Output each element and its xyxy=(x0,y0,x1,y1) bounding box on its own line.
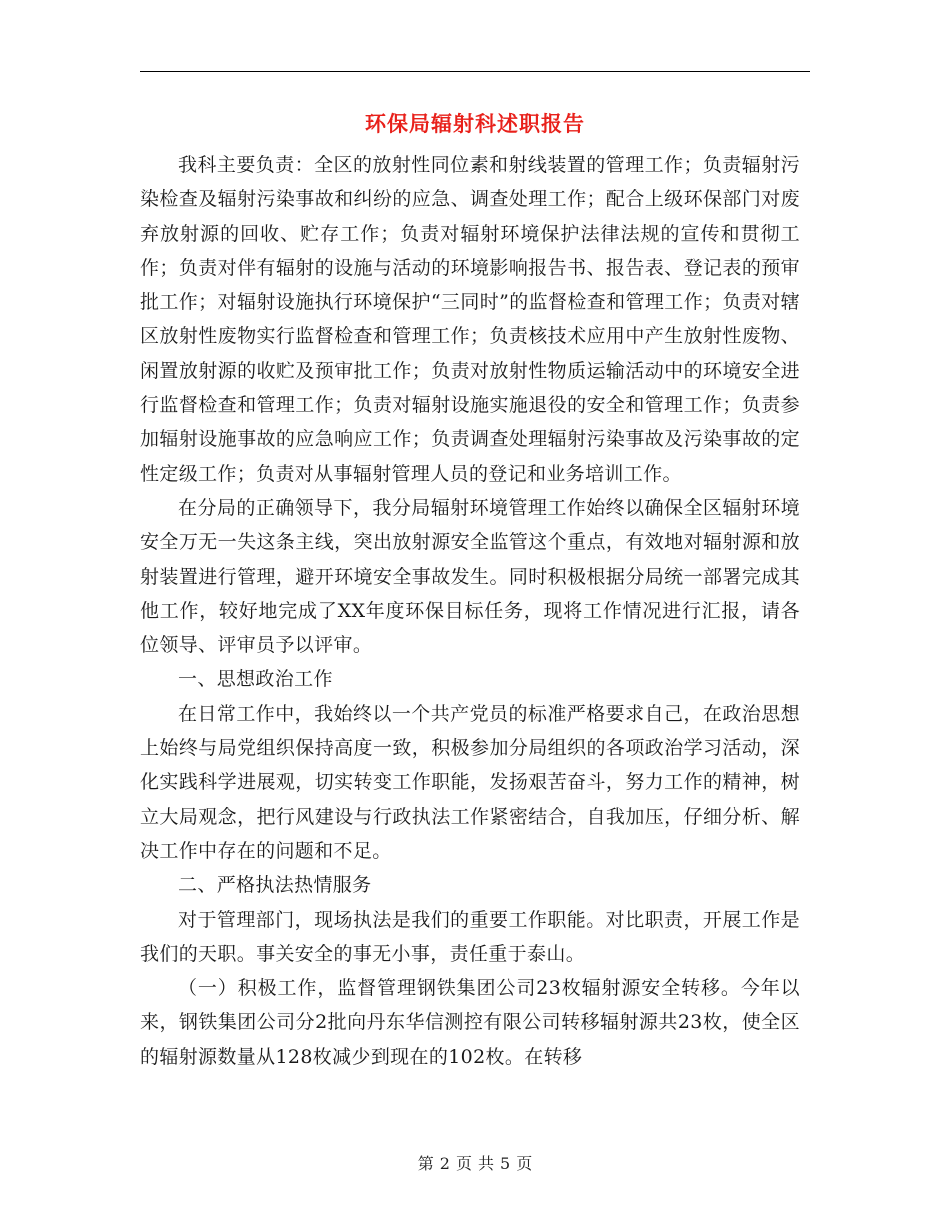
paragraph-responsibilities: 我科主要负责：全区的放射性同位素和射线装置的管理工作；负责辐射污染检查及辐射污染事故和纠纷的应急、调查处理工作；配合上级环保部门对废弃放射源的回收、贮存工作；负责对辐射环境保护法律法规的宣传和贯彻工作；负责对伴有辐射的设施与活动的环境影响报告书、报告表、登记表的预审批工作；对辐射设施执行环境保护“三同时”的监督检查和管理工作；负责对辖区放射性废物实行监督检查和管理工作；负责核技术应用中产生放射性废物、闲置放射源的收贮及预审批工作；负责对放射性物质运输活动中的环境安全进行监督检查和管理工作；负责对辐射设施实施退役的安全和管理工作；负责参加辐射设施事故的应急响应工作；负责调查处理辐射污染事故及污染事故的定性定级工作；负责对从事辐射管理人员的登记和业务培训工作。 xyxy=(140,154,800,485)
page-current: 2 xyxy=(439,1154,450,1173)
paragraph-overview: 在分局的正确领导下，我分局辐射环境管理工作始终以确保全区辐射环境安全万无一失这条主线，突出放射源安全监管这个重点，有效地对辐射源和放射装置进行管理，避开环境安全事故发生。同时积极根据分局统一部署完成其他工作，较好地完成了XX年度环保目标任务，现将工作情况进行汇报，请各位领导、评审员予以评审。 xyxy=(140,496,800,657)
page-label-prefix: 第 xyxy=(417,1154,434,1173)
page-label-mid1: 页 xyxy=(455,1154,472,1173)
paragraph-source-transfer: （一）积极工作，监督管理钢铁集团公司23枚辐射源安全转移。今年以来，钢铁集团公司分2批向丹东华信测控有限公司转移辐射源共23枚，使全区的辐射源数量从128枚减少到现在的102枚。在转移 xyxy=(140,977,800,1068)
paragraph-political-work: 在日常工作中，我始终以一个共产党员的标准严格要求自己，在政治思想上始终与局党组织保持高度一致，积极参加分局组织的各项政治学习活动，深化实践科学进展观，切实转变工作职能，发扬艰苦奋斗，努力工作的精神，树立大局观念，把行风建设与行政执法工作紧密结合，自我加压，仔细分析、解决工作中存在的问题和不足。 xyxy=(140,702,800,862)
section-heading-enforcement: 二、严格执法热情服务 xyxy=(178,874,372,897)
page-footer xyxy=(0,1152,950,1176)
paragraph-enforcement: 对于管理部门，现场执法是我们的重要工作职能。对比职责，开展工作是我们的天职。事关安全的事无小事，责任重于泰山。 xyxy=(140,908,800,965)
document-body xyxy=(140,148,800,1074)
page-label-suffix: 页 xyxy=(516,1154,533,1173)
section-heading-political: 一、思想政治工作 xyxy=(178,668,333,691)
page-total: 5 xyxy=(500,1154,511,1173)
header-rule xyxy=(140,71,810,72)
document-title: 环保局辐射科述职报告 xyxy=(365,111,585,136)
page-label-mid2: 共 xyxy=(478,1154,495,1173)
